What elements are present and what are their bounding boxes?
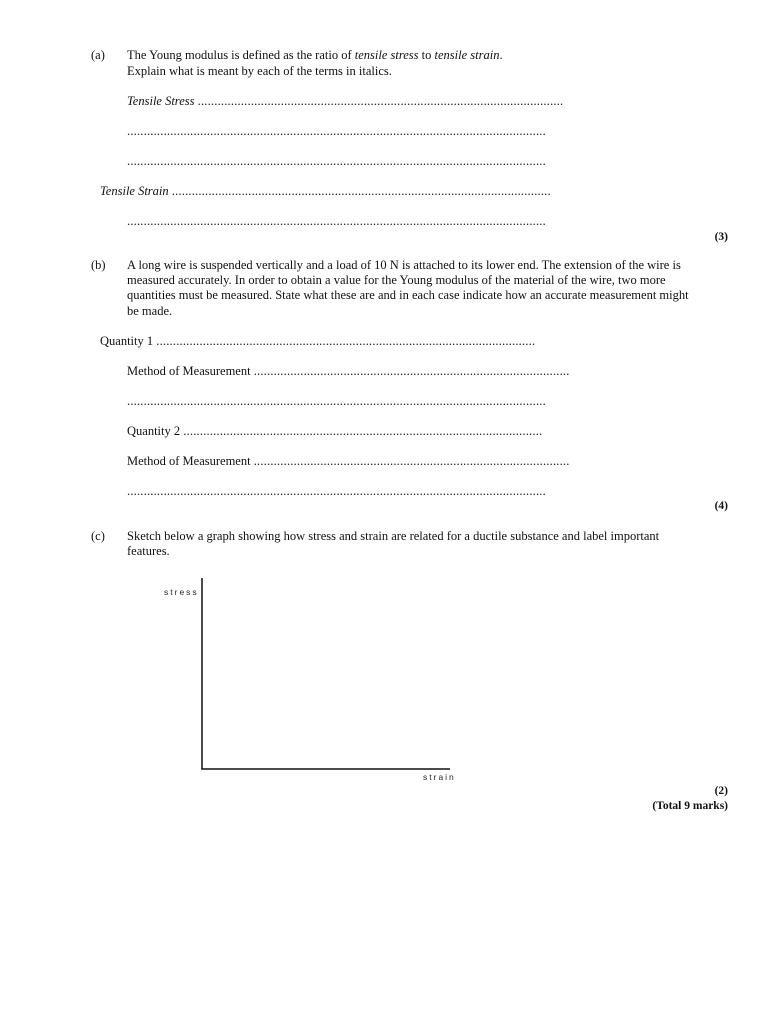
quantity-2-answer-line bbox=[127, 424, 542, 439]
part-b-question: A long wire is suspended vertically and a load of 10 N is attached to its lower end. The extension of the wire is measured accurately. In order to obtain a value for the Young modulus of the material of the wire, two more quantities must be measured. State what these are and in each case indicate how an accurate measurement might be made. bbox=[127, 258, 689, 318]
definition-text-end: . bbox=[499, 48, 503, 62]
part-a-marks: (3) bbox=[714, 231, 728, 243]
tensile-stress-label: Tensile Stress bbox=[127, 94, 195, 108]
answer-line: .............................................................................................................................. bbox=[127, 394, 546, 408]
answer-dots: ............................................................................................... bbox=[253, 454, 570, 468]
x-axis-label: strain bbox=[423, 772, 456, 782]
part-c-label: (c) bbox=[91, 529, 105, 543]
quantity-1-answer-line bbox=[100, 334, 535, 349]
answer-line: .............................................................................................................................. bbox=[127, 214, 546, 228]
answer-line: .............................................................................................................................. bbox=[127, 484, 546, 498]
answer-line: .............................................................................................................................. bbox=[127, 124, 546, 138]
quantity-2-label: Quantity 2 bbox=[127, 424, 181, 438]
part-b-label: (b) bbox=[91, 258, 106, 272]
part-a-definition-line bbox=[127, 48, 503, 63]
answer-dots: .................................................................................................................. bbox=[171, 184, 551, 198]
y-axis-label: stress bbox=[164, 587, 199, 597]
quantity-1-label: Quantity 1 bbox=[100, 334, 154, 348]
definition-text-pre: The Young modulus is defined as the ratio of bbox=[127, 48, 355, 62]
tensile-strain-label: Tensile Strain bbox=[100, 184, 169, 198]
answer-dots: ............................................................................................................ bbox=[183, 424, 543, 438]
method-1-answer-line bbox=[127, 364, 570, 379]
part-a-instruction: Explain what is meant by each of the terms in italics. bbox=[127, 64, 392, 78]
term-tensile-strain: tensile strain bbox=[434, 48, 500, 62]
answer-dots: .................................................................................................................. bbox=[156, 334, 536, 348]
method-2-label: Method of Measurement bbox=[127, 454, 251, 468]
part-a-label: (a) bbox=[91, 48, 105, 62]
answer-dots: ............................................................................................... bbox=[253, 364, 570, 378]
total-marks: (Total 9 marks) bbox=[652, 800, 728, 812]
method-2-answer-line bbox=[127, 454, 570, 469]
method-1-label: Method of Measurement bbox=[127, 364, 251, 378]
term-tensile-stress: tensile stress bbox=[354, 48, 419, 62]
tensile-stress-answer-line bbox=[127, 94, 563, 109]
part-b-marks: (4) bbox=[714, 500, 728, 512]
answer-dots: .............................................................................................................. bbox=[197, 94, 564, 108]
part-c-question: Sketch below a graph showing how stress and strain are related for a ductile substance and label important features. bbox=[127, 529, 660, 559]
tensile-strain-answer-line bbox=[100, 184, 551, 199]
definition-text-mid: to bbox=[418, 48, 435, 62]
graph-axes bbox=[195, 575, 457, 775]
part-c-marks: (2) bbox=[714, 785, 728, 797]
answer-line: .............................................................................................................................. bbox=[127, 154, 546, 168]
